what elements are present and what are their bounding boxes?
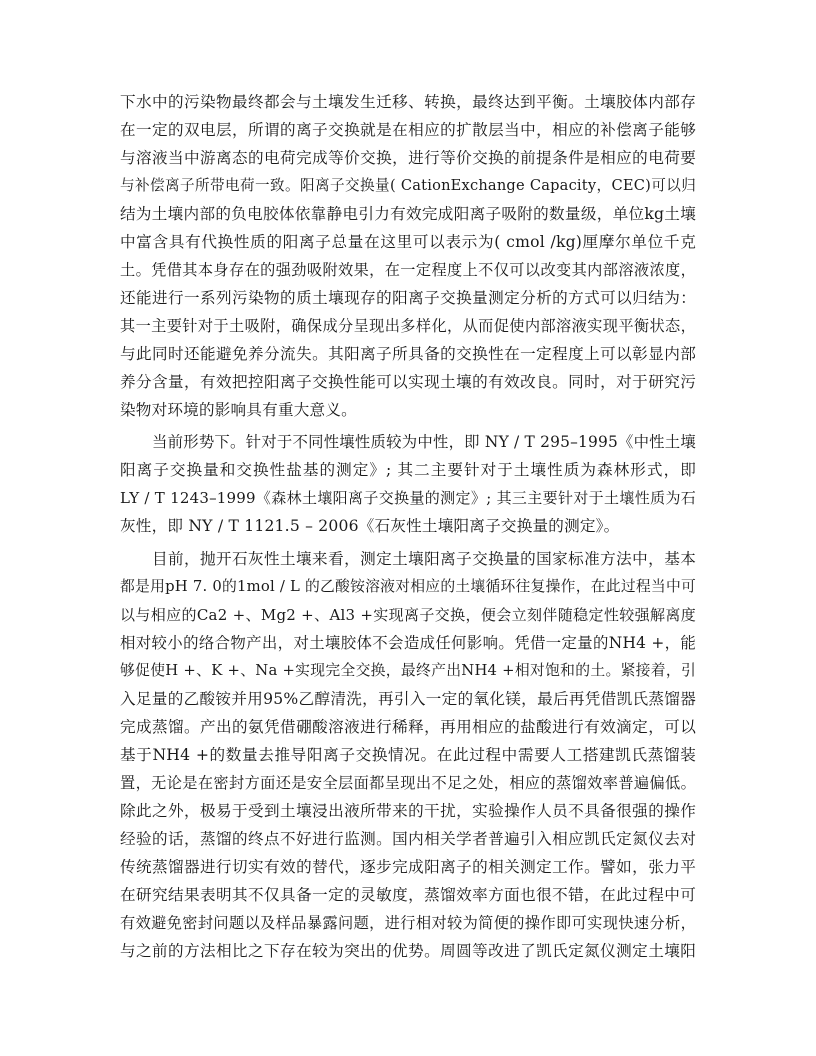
text-line: 都是用pH 7. 0的1mol / L 的乙酸铵溶液对相应的土壤循环往复操作，在此过程当中可: [120, 578, 696, 595]
text-line: 中富含具有代换性质的阳离子总量在这里可以表示为( cmol /kg)厘摩尔单位千克: [120, 233, 696, 251]
paragraph-1: [120, 88, 696, 424]
text-line: 灰性，即 NY / T 1121.5 – 2006《石灰性土壤阳离子交换量的测定》。: [120, 517, 620, 535]
text-line: 与此同时还能避免养分流失。其阳离子所具备的交换性在一定程度上可以彰显内部: [120, 345, 696, 363]
text-line: 入足量的乙酸铵并用95%乙醇清洗，再引入一定的氧化镁，最后再凭借凯氏蒸馏器: [120, 690, 696, 708]
text-line: 在一定的双电层，所谓的离子交换就是在相应的扩散层当中，相应的补偿离子能够: [120, 121, 696, 139]
text-line: 当前形势下。针对于不同性壤性质较为中性，即 NY / T 295–1995《中性土壤: [152, 433, 696, 451]
text-line: 基于NH4 +的数量去推导阳离子交换情况。在此过程中需要人工搭建凯氏蒸馏装: [120, 746, 696, 764]
text-line: 在研究结果表明其不仅具备一定的灵敏度，蒸馏效率方面也很不错，在此过程中可: [120, 886, 696, 904]
text-line: 下水中的污染物最终都会与土壤发生迁移、转换，最终达到平衡。土壤胶体内部存: [120, 93, 696, 111]
text-line: 目前，抛开石灰性土壤来看，测定土壤阳离子交换量的国家标准方法中，基本: [152, 550, 696, 568]
text-line: 以与相应的Ca2 +、Mg2 +、Al3 +实现离子交换，便会立刻伴随稳定性较强解离度: [120, 606, 696, 624]
text-line: 与之前的方法相比之下存在较为突出的优势。周圆等改进了凯氏定氮仪测定土壤阳: [120, 942, 696, 960]
text-line: LY / T 1243–1999《森林土壤阳离子交换量的测定》; 其三主要针对于土壤性质为石: [120, 489, 696, 507]
text-line: 完成蒸馏。产出的氨凭借硼酸溶液进行稀释，再用相应的盐酸进行有效滴定，可以: [120, 718, 696, 736]
text-line: 有效避免密封问题以及样品暴露问题，进行相对较为简便的操作即可实现快速分析，: [120, 914, 696, 932]
text-line: 置，无论是在密封方面还是安全层面都呈现出不足之处，相应的蒸馏效率普遍偏低。: [120, 774, 696, 792]
paragraph-2: [120, 428, 696, 540]
text-line: 与溶液当中游离态的电荷完成等价交换，进行等价交换的前提条件是相应的电荷要: [120, 149, 696, 167]
paragraph-3: [120, 545, 696, 965]
text-line: 除此之外，极易于受到土壤浸出液所带来的干扰，实验操作人员不具备很强的操作: [120, 802, 696, 820]
text-line: 结为土壤内部的负电胶体依靠静电引力有效完成阳离子吸附的数量级，单位kg土壤: [120, 205, 696, 223]
text-line: 与补偿离子所带电荷一致。阳离子交换量( CationExchange Capacity，CEC)可以归: [120, 177, 696, 194]
text-line: 土。凭借其本身存在的强劲吸附效果，在一定程度上不仅可以改变其内部溶液浓度，: [120, 261, 696, 279]
text-line: 相对较小的络合物产出，对土壤胶体不会造成任何影响。凭借一定量的NH4 +，能: [120, 634, 696, 652]
text-line: 染物对环境的影响具有重大意义。: [120, 401, 357, 419]
text-line: 够促使H +、K +、Na +实现完全交换，最终产出NH4 +相对饱和的土。紧接着，引: [120, 662, 696, 679]
text-line: 经验的话，蒸馏的终点不好进行监测。国内相关学者普遍引入相应凯氏定氮仪去对: [120, 830, 696, 848]
text-line: 还能进行一系列污染物的质土壤现存的阳离子交换量测定分析的方式可以归结为：: [120, 289, 696, 307]
text-line: 养分含量，有效把控阳离子交换性能可以实现土壤的有效改良。同时，对于研究污: [120, 373, 696, 391]
text-line: 阳离子交换量和交换性盐基的测定》; 其二主要针对于土壤性质为森林形式，即: [120, 461, 696, 479]
text-line: 其一主要针对于土吸附，确保成分呈现出多样化，从而促使内部溶液实现平衡状态，: [120, 317, 696, 335]
text-line: 传统蒸馏器进行切实有效的替代，逐步完成阳离子的相关测定工作。譬如，张力平: [120, 858, 696, 876]
